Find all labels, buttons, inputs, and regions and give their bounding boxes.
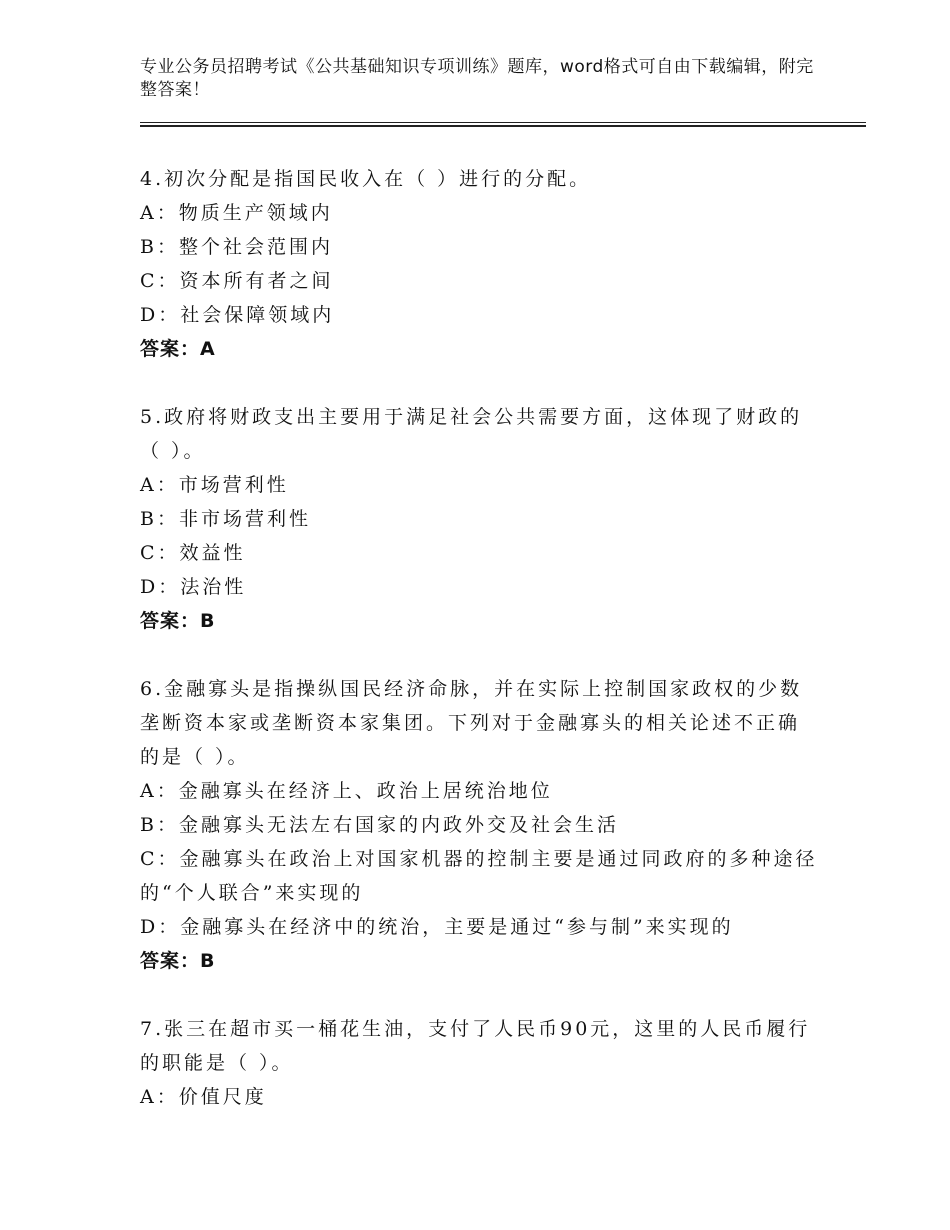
header-divider-thin (140, 122, 866, 123)
option-a: A：物质生产领域内 (140, 202, 333, 224)
question-7 (140, 1012, 820, 1114)
option-a: A：市场营利性 (140, 474, 289, 496)
header-divider-thick (140, 125, 866, 127)
answer-label: 答案：B (140, 610, 216, 632)
question-list (140, 162, 820, 1148)
option-d: D：法治性 (140, 576, 247, 598)
question-stem: 6.金融寡头是指操纵国民经济命脉，并在实际上控制国家政权的少数垄断资本家或垄断资本家集团。下列对于金融寡头的相关论述不正确的是（ ）。 (140, 678, 803, 768)
document-header: 专业公务员招聘考试《公共基础知识专项训练》题库，word格式可自由下载编辑，附完整答案！ (140, 57, 814, 100)
option-c: C：效益性 (140, 542, 246, 564)
option-b: B：金融寡头无法左右国家的内政外交及社会生活 (140, 814, 619, 836)
option-c: C：金融寡头在政治上对国家机器的控制主要是通过同政府的多种途径的“个人联合”来实现的 (140, 848, 818, 904)
option-c: C：资本所有者之间 (140, 270, 334, 292)
option-b: B：整个社会范围内 (140, 236, 333, 258)
question-5 (140, 400, 820, 638)
option-d: D：金融寡头在经济中的统治，主要是通过“参与制”来实现的 (140, 916, 734, 938)
question-stem: 5.政府将财政支出主要用于满足社会公共需要方面，这体现了财政的（ ）。 (140, 406, 803, 462)
option-a: A：金融寡头在经济上、政治上居统治地位 (140, 780, 553, 802)
option-d: D：社会保障领域内 (140, 304, 335, 326)
question-6 (140, 672, 820, 978)
option-a: A：价值尺度 (140, 1086, 267, 1108)
question-stem: 4.初次分配是指国民收入在（ ）进行的分配。 (140, 168, 592, 190)
question-4 (140, 162, 820, 366)
option-b: B：非市场营利性 (140, 508, 311, 530)
question-stem: 7.张三在超市买一桶花生油，支付了人民币90元，这里的人民币履行的职能是（ ）。 (140, 1018, 811, 1074)
answer-label: 答案：A (140, 338, 216, 360)
answer-label: 答案：B (140, 950, 216, 972)
